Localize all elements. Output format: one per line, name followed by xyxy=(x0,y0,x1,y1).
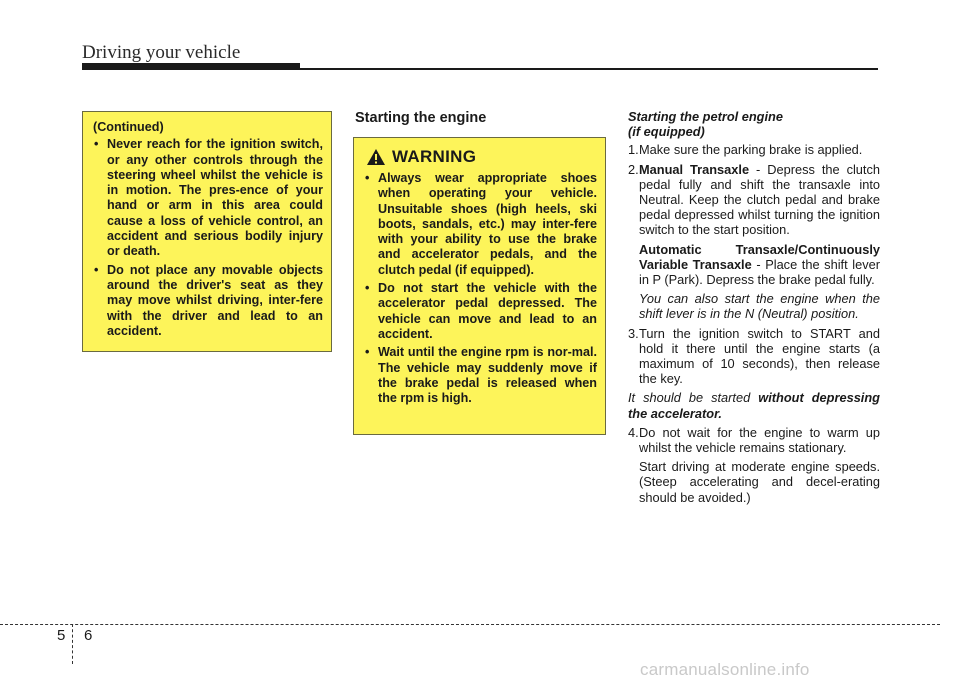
caution-item: • Do not place any movable objects around the driver's seat as they may move whilst driving, inter-fere with the driver and lead to an accident. xyxy=(91,263,323,339)
step-2 xyxy=(628,162,880,238)
warning-header xyxy=(366,148,597,166)
step-text: Make sure the parking brake is applied. xyxy=(639,142,863,158)
step-3 xyxy=(628,326,880,387)
step-number: 3. xyxy=(628,325,639,341)
page-header-title: Driving your vehicle xyxy=(82,42,241,63)
continued-caution-box xyxy=(82,111,332,352)
step-text: - Place the shift lever in P (Park). Depress the brake pedal fully. xyxy=(639,256,880,288)
step-emphasis: Automatic Transaxle/Continuously Variable Transaxle xyxy=(639,241,880,272)
warning-item: • Do not start the vehicle with the accelerator pedal depressed. The vehicle can move and lead to an accident. xyxy=(362,281,597,342)
caution-list xyxy=(91,137,323,339)
step-text: - Depress the clutch pedal fully and shift the transaxle into Neutral. Keep the clutch pedal and brake pedal depressed whilst turning the ignition switch to the start position. xyxy=(639,161,880,238)
step-number: 2. xyxy=(628,161,639,177)
subsection-title-line2: (if equipped) xyxy=(628,124,705,140)
note-emphasis: without depressing the accelerator. xyxy=(628,390,880,421)
section-number: 5 xyxy=(57,627,66,644)
subsection-title xyxy=(628,109,880,139)
header-rule xyxy=(82,68,878,70)
watermark: carmanualsonline.info xyxy=(640,660,810,679)
step-number: 1. xyxy=(628,142,639,158)
step-text: Do not wait for the engine to warm up whilst the vehicle remains stationary. xyxy=(639,424,880,456)
continued-label: (Continued) xyxy=(93,120,164,134)
warning-item: • Always wear appropriate shoes when operating your vehicle. Unsuitable shoes (high heels, ski boots, sandals, etc.) may inter-fere with your ability to use the brake and accelerator pedals, and the clutch pedal (if equipped). xyxy=(362,171,597,278)
subsection-title-line1: Starting the petrol engine xyxy=(628,109,783,124)
warning-list xyxy=(362,171,597,406)
step-text: Turn the ignition switch to START and hold it there until the engine starts (a maximum of 10 seconds), then release the key. xyxy=(639,325,880,387)
step-2-note: You can also start the engine when the shift lever is in the N (Neutral) position. xyxy=(639,291,880,322)
warning-item: • Wait until the engine rpm is nor-mal. The vehicle may suddenly move if the brake pedal is released when the rpm is high. xyxy=(362,345,597,406)
section-title: Starting the engine xyxy=(355,110,487,126)
instructions-column xyxy=(628,109,880,509)
step-4-continued: Start driving at moderate engine speeds. (Steep accelerating and decel-erating should be avoided.) xyxy=(639,459,880,505)
step-emphasis: Manual Transaxle xyxy=(639,161,750,177)
warning-triangle-icon xyxy=(366,148,386,166)
page-number: 6 xyxy=(84,627,93,644)
warning-title: WARNING xyxy=(392,147,477,167)
warning-box xyxy=(353,137,606,435)
footer-rule xyxy=(0,624,940,625)
step-2-automatic xyxy=(628,242,880,288)
note-text: It should be started xyxy=(628,390,759,406)
step-4 xyxy=(628,425,880,455)
footer-divider xyxy=(72,624,73,664)
caution-item: • Never reach for the ignition switch, or any other controls through the steering wheel whilst the vehicle is in motion. The pres-ence of your hand or arm in this area could cause a loss of vehicle control, an accident and serious bodily injury or death. xyxy=(91,137,323,259)
start-note xyxy=(628,390,880,420)
step-1 xyxy=(628,142,880,157)
step-number: 4. xyxy=(628,424,639,440)
